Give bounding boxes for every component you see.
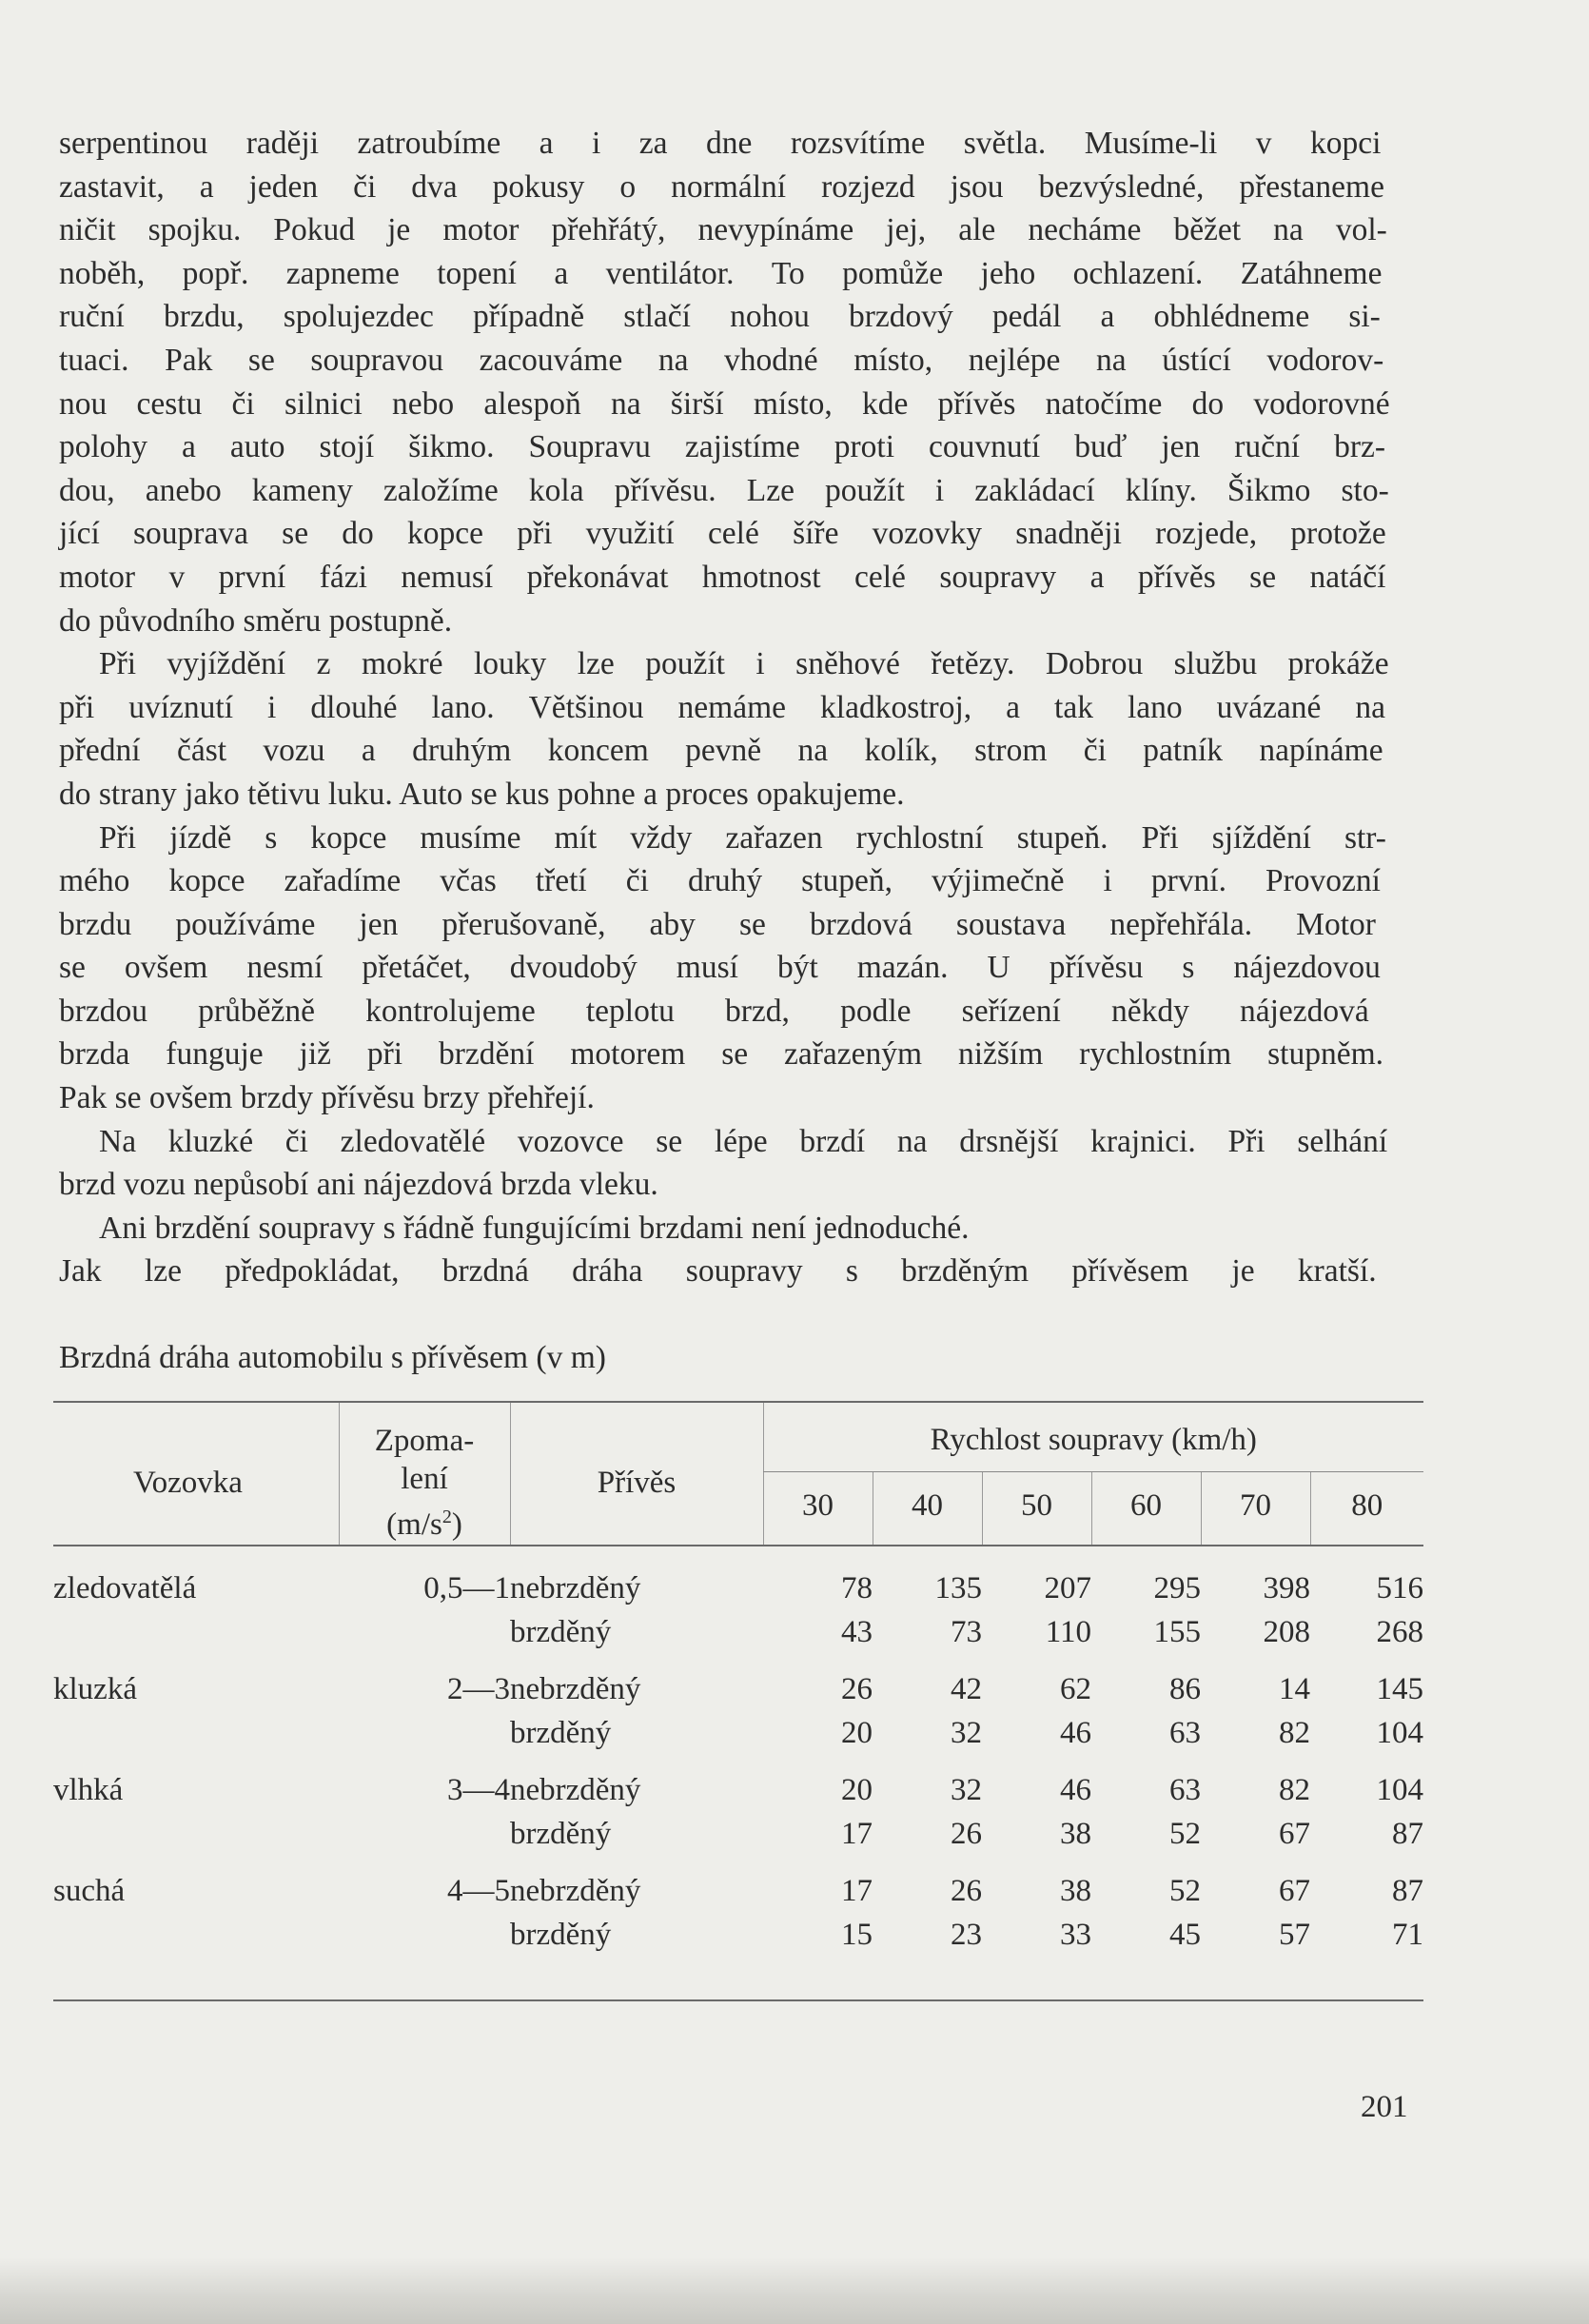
- cell-road: vlhká: [53, 1773, 124, 1807]
- cell-deceleration: 4—5: [447, 1874, 510, 1908]
- text-line: nou cestu či silnici nebo alespoň na širší místo, kde přívěs natočíme do vodorovné: [59, 385, 1390, 422]
- cell-distance: 14: [1279, 1672, 1310, 1706]
- text-line: Na kluzké či zledovatělé vozovce se lépe brzdí na drsnější krajnici. Při selhání: [99, 1123, 1388, 1159]
- header-speed-40: 40: [873, 1471, 982, 1546]
- table-row: [53, 1817, 1423, 1861]
- header-decel-line1: Zpoma-: [374, 1424, 475, 1458]
- table-row: [53, 1546, 1423, 1615]
- cell-distance: 516: [1376, 1571, 1423, 1605]
- cell-distance: 82: [1279, 1773, 1310, 1807]
- cell-distance: 87: [1392, 1874, 1423, 1908]
- cell-trailer: nebrzděný: [510, 1874, 641, 1908]
- text-line: polohy a auto stojí šikmo. Soupravu zajistíme proti couvnutí buď jen ruční brz-: [59, 429, 1385, 465]
- cell-distance: 46: [1060, 1773, 1091, 1807]
- header-decel-line2: lení: [401, 1462, 448, 1496]
- table-row: [53, 1918, 1423, 2000]
- cell-deceleration: 2—3: [447, 1672, 510, 1706]
- table-row: [53, 1615, 1423, 1659]
- cell-distance: 26: [841, 1672, 873, 1706]
- cell-distance: 71: [1310, 1918, 1423, 2000]
- cell-distance: 295: [1153, 1571, 1201, 1605]
- text-line: Pak se ovšem brzdy přívěsu brzy přehřejí.: [59, 1080, 595, 1116]
- cell-distance: 26: [951, 1874, 982, 1908]
- cell-distance: 268: [1376, 1615, 1423, 1649]
- cell-trailer: nebrzděný: [510, 1773, 641, 1807]
- text-line: motor v první fázi nemusí překonávat hmotnost celé soupravy a přívěs se natáčí: [59, 559, 1386, 595]
- text-line: Ani brzdění soupravy s řádně fungujícími brzdami není jednoduché.: [99, 1210, 970, 1246]
- cell-distance: 73: [951, 1615, 982, 1649]
- text-line: Při jízdě s kopce musíme mít vždy zařazen rychlostní stupeň. Při sjíždění str-: [99, 819, 1386, 856]
- cell-distance: 62: [1060, 1672, 1091, 1706]
- text-line: brzdou průběžně kontrolujeme teplotu brzd, podle seřízení někdy nájezdová: [59, 993, 1369, 1029]
- cell-distance: 63: [1169, 1773, 1201, 1807]
- text-line: se ovšem nesmí přetáčet, dvoudobý musí být mazán. U přívěsu s nájezdovou: [59, 950, 1381, 986]
- cell-distance: 207: [1044, 1571, 1091, 1605]
- text-line: při uvíznutí i dlouhé lano. Většinou nemáme kladkostroj, a tak lano uvázané na: [59, 689, 1385, 725]
- cell-road: [53, 1918, 339, 2000]
- cell-distance: 15: [763, 1918, 873, 2000]
- text-line: mého kopce zařadíme včas třetí či druhý stupeň, výjimečně i první. Provozní: [59, 863, 1381, 899]
- text-line: do strany jako tětivu luku. Auto se kus pohne a proces opakujeme.: [59, 776, 905, 812]
- text-line: brzdu používáme jen přerušovaně, aby se brzdová soustava nepřehřála. Motor: [59, 906, 1376, 942]
- text-line: tuaci. Pak se soupravou zacouváme na vhodné místo, nejlépe na ústící vodorov-: [59, 342, 1384, 378]
- header-trailer: Přívěs: [510, 1403, 763, 1546]
- cell-distance: 20: [841, 1716, 873, 1750]
- header-deceleration: [339, 1403, 510, 1546]
- cell-distance: 67: [1279, 1817, 1310, 1851]
- header-speed-80: 80: [1310, 1471, 1423, 1546]
- cell-distance: 78: [841, 1571, 873, 1605]
- braking-distance-table: [53, 1401, 1423, 2001]
- cell-road: [53, 1716, 339, 1760]
- cell-deceleration: [339, 1817, 510, 1861]
- text-line: brzda funguje již při brzdění motorem se zařazeným nižším rychlostním stupněm.: [59, 1036, 1384, 1073]
- cell-distance: 104: [1376, 1773, 1423, 1807]
- cell-distance: 38: [1060, 1817, 1091, 1851]
- text-line: do původního směru postupně.: [59, 602, 453, 639]
- text-line: Při vyjíždění z mokré louky lze použít i sněhové řetězy. Dobrou službu prokáže: [99, 646, 1389, 682]
- header-road: Vozovka: [53, 1403, 339, 1546]
- cell-distance: 208: [1263, 1615, 1310, 1649]
- cell-distance: 52: [1169, 1874, 1201, 1908]
- cell-distance: 33: [982, 1918, 1091, 2000]
- cell-distance: 32: [951, 1773, 982, 1807]
- header-decel-unit: $(m/s^2)$: [386, 1507, 462, 1542]
- cell-deceleration: [339, 1716, 510, 1760]
- cell-distance: 23: [873, 1918, 982, 2000]
- header-speed-group: Rychlost soupravy (km/h): [763, 1403, 1423, 1471]
- table-caption: Brzdná dráha automobilu s přívěsem (v m): [59, 1340, 606, 1375]
- header-speed-70: 70: [1201, 1471, 1310, 1546]
- text-line: ruční brzdu, spolujezdec případně stlačí nohou brzdový pedál a obhlédneme si-: [59, 299, 1381, 335]
- header-speed-60: 60: [1091, 1471, 1201, 1546]
- cell-trailer: brzděný: [510, 1716, 612, 1750]
- cell-trailer: nebrzděný: [510, 1672, 641, 1706]
- cell-distance: 86: [1169, 1672, 1201, 1706]
- cell-distance: 67: [1279, 1874, 1310, 1908]
- cell-trailer: brzděný: [510, 1918, 763, 2000]
- cell-road: kluzká: [53, 1672, 137, 1706]
- cell-trailer: brzděný: [510, 1615, 612, 1649]
- text-line: jící souprava se do kopce při využití celé šíře vozovky snadněji rozjede, protože: [59, 516, 1386, 552]
- text-line: serpentinou raději zatroubíme a i za dne rozsvítíme světla. Musíme-li v kopci: [59, 126, 1382, 161]
- table-row: [53, 1716, 1423, 1760]
- body-text: [59, 122, 1420, 1293]
- cell-distance: 17: [841, 1817, 873, 1851]
- text-line: zastavit, a jeden či dva pokusy o normální rozjezd jsou bezvýsledné, přestaneme: [59, 168, 1384, 205]
- cell-deceleration: [339, 1615, 510, 1659]
- header-speed-50: 50: [982, 1471, 1091, 1546]
- cell-distance: 87: [1392, 1817, 1423, 1851]
- text-line: ničit spojku. Pokud je motor přehřátý, nevypínáme jej, ale necháme běžet na vol-: [59, 212, 1387, 248]
- cell-distance: 38: [1060, 1874, 1091, 1908]
- cell-distance: 398: [1263, 1571, 1310, 1605]
- table-row: [53, 1659, 1423, 1716]
- table-row: [53, 1861, 1423, 1918]
- cell-distance: 32: [951, 1716, 982, 1750]
- text-line: brzd vozu nepůsobí ani nájezdová brzda vleku.: [59, 1167, 658, 1203]
- cell-deceleration: 0,5—1: [423, 1571, 510, 1605]
- cell-road: [53, 1615, 339, 1659]
- cell-trailer: nebrzděný: [510, 1571, 641, 1605]
- cell-distance: 52: [1169, 1817, 1201, 1851]
- cell-distance: 135: [934, 1571, 982, 1605]
- cell-distance: 110: [1045, 1615, 1091, 1649]
- cell-distance: 45: [1091, 1918, 1201, 2000]
- cell-distance: 104: [1376, 1716, 1423, 1750]
- cell-distance: 145: [1376, 1672, 1423, 1706]
- cell-distance: 82: [1279, 1716, 1310, 1750]
- cell-distance: 46: [1060, 1716, 1091, 1750]
- text-line: noběh, popř. zapneme topení a ventilátor. To pomůže jeho ochlazení. Zatáhneme: [59, 255, 1383, 291]
- text-line: Jak lze předpokládat, brzdná dráha soupravy s brzděným přívěsem je kratší.: [59, 1253, 1377, 1290]
- cell-road: [53, 1817, 339, 1861]
- cell-distance: 42: [951, 1672, 982, 1706]
- cell-deceleration: 3—4: [447, 1773, 510, 1807]
- page-number: 201: [1361, 2090, 1408, 2124]
- table-row: [53, 1760, 1423, 1817]
- cell-distance: 155: [1153, 1615, 1201, 1649]
- cell-distance: 17: [841, 1874, 873, 1908]
- cell-distance: 57: [1201, 1918, 1310, 2000]
- text-line: přední část vozu a druhým koncem pevně na kolík, strom či patník napínáme: [59, 733, 1383, 769]
- cell-trailer: brzděný: [510, 1817, 612, 1851]
- cell-distance: 63: [1169, 1716, 1201, 1750]
- text-line: dou, anebo kameny založíme kola přívěsu. Lze použít i zakládací klíny. Šikmo sto-: [59, 472, 1389, 508]
- cell-distance: 43: [841, 1615, 873, 1649]
- cell-distance: 26: [951, 1817, 982, 1851]
- cell-deceleration: [339, 1918, 510, 2000]
- page-edge-shadow: [0, 2257, 1589, 2324]
- header-speed-30: 30: [763, 1471, 873, 1546]
- cell-distance: 20: [841, 1773, 873, 1807]
- cell-road: zledovatělá: [53, 1571, 197, 1605]
- cell-road: suchá: [53, 1874, 126, 1908]
